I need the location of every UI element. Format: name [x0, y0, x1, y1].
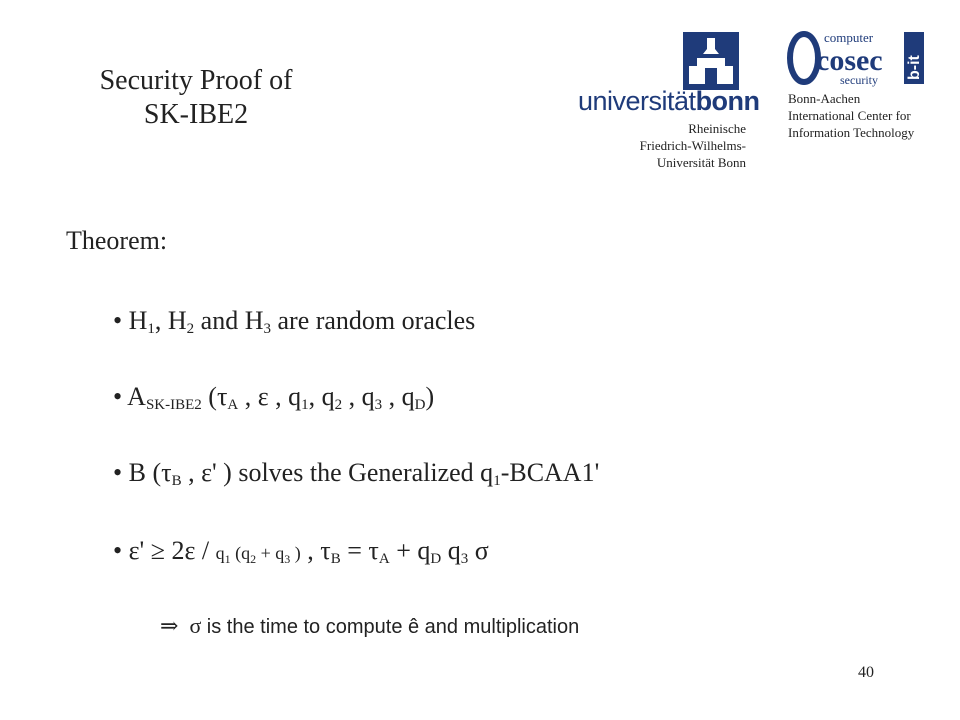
svg-text:cosec: cosec — [816, 44, 883, 77]
svg-text:computer: computer — [824, 30, 874, 45]
title-line-1: Security Proof of — [99, 65, 293, 96]
bullet-adversary: • $A_{SK-IBE2}$ ($\tau_A$ , ε , $q_1$, $q_2$ , $q_3$ , $q_D$) — [113, 382, 435, 413]
bonn-subtitle: Rheinische Friedrich-Wilhelms- Universität Bonn — [639, 121, 746, 170]
bullet-solver: • B ($\tau_B$ , ε' ) solves the Generalized $q_1-BCAA1'$ — [113, 458, 600, 489]
uni-bonn-logo — [576, 30, 760, 170]
bit-subtitle: Bonn-Aachen International Center for Information Technology — [788, 91, 915, 140]
bonn-building-icon — [683, 32, 739, 90]
cosec-logo-icon — [786, 28, 926, 88]
svg-text:b-it: b-it — [906, 55, 923, 80]
bullet-random-oracles: • $H_1$, $H_2$ and $H_3$ are random oracles — [113, 306, 476, 337]
page-number: 40 — [858, 664, 874, 681]
theorem-label: Theorem: — [66, 226, 168, 255]
bonn-wordmark: universitätbonn — [578, 86, 760, 116]
svg-text:security: security — [840, 73, 878, 87]
slide-title — [66, 64, 326, 132]
bullet-advantage: • $\varepsilon' \ge 2\varepsilon / q_1$ ($q_2 + q_3$ ) , $\tau_B = \tau_A + q_D$ $q_3$ σ — [113, 536, 489, 567]
b-it-logo — [786, 28, 936, 146]
title-line-2: SK-IBE2 — [143, 99, 249, 130]
implies-arrow-icon: ⇒ — [160, 613, 179, 638]
implication-note: ⇒ σ is the time to compute ê and multiplication — [160, 613, 580, 638]
